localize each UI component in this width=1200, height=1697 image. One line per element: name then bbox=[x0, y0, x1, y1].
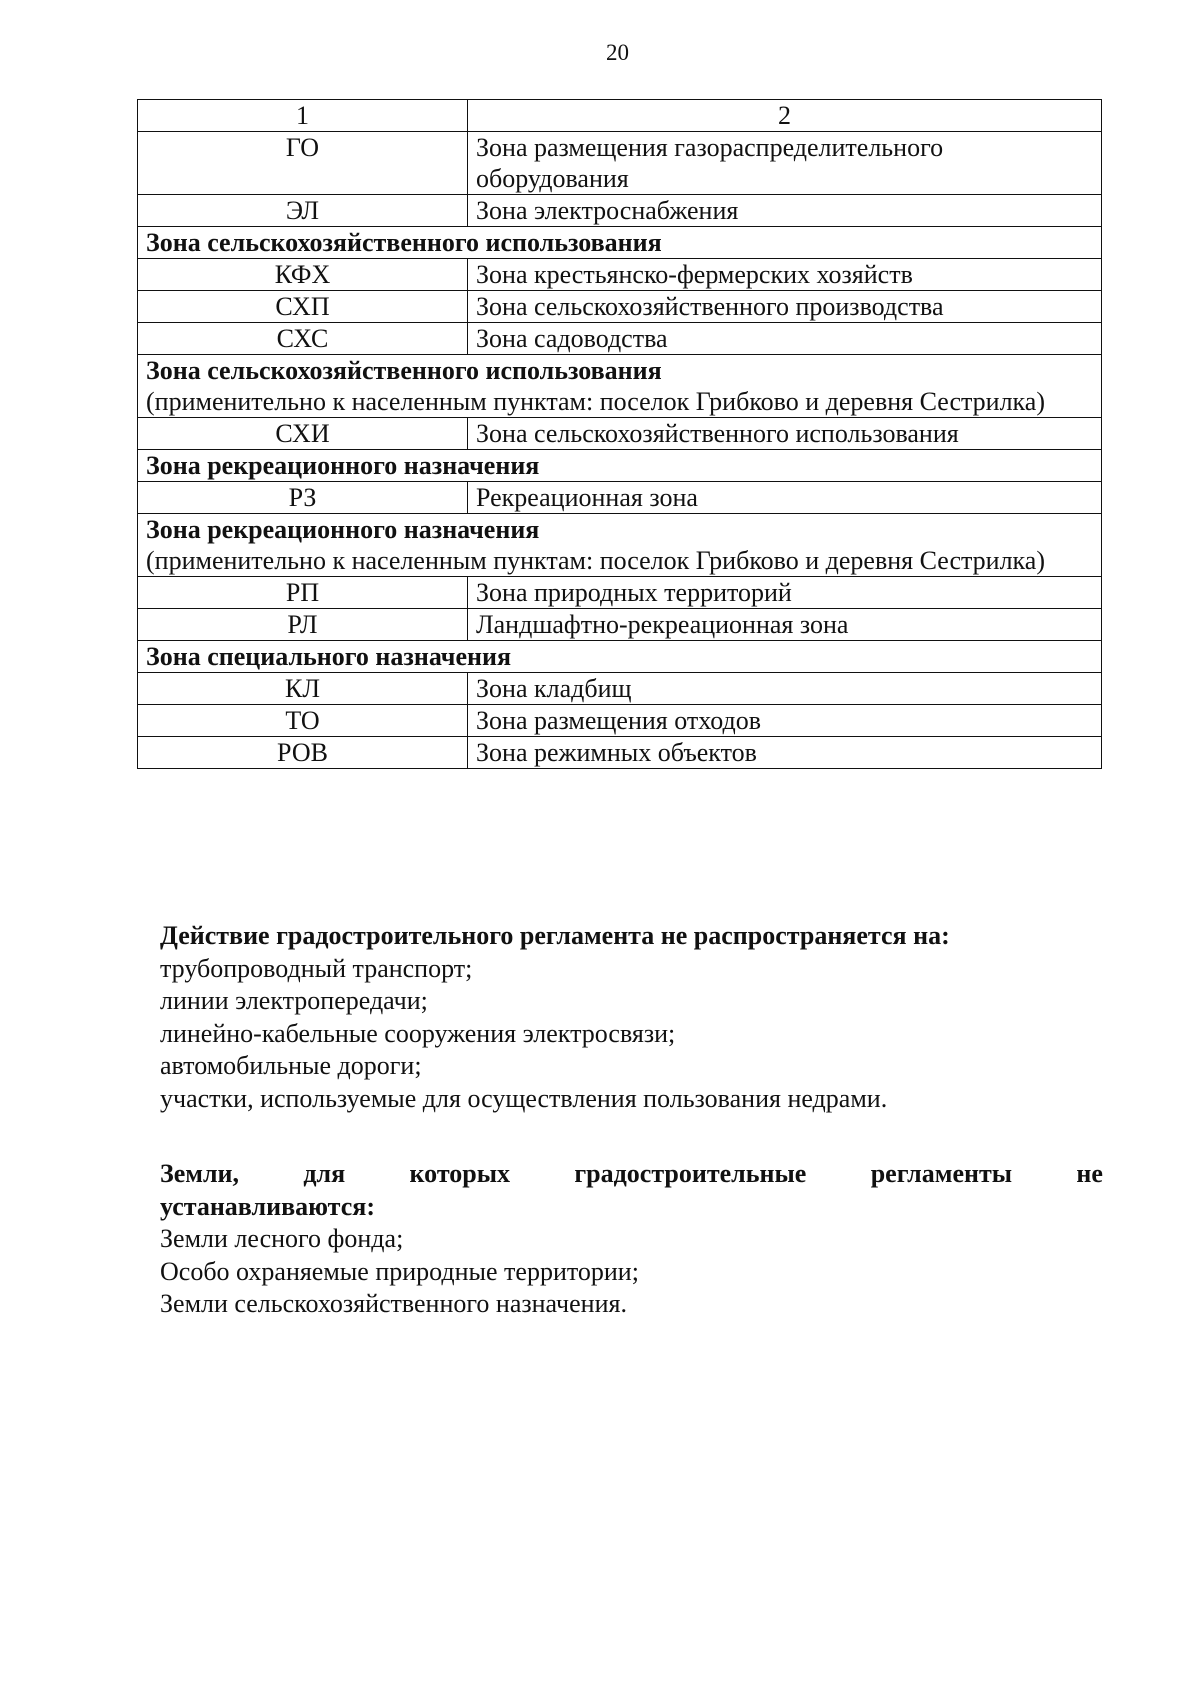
column-header-2: 2 bbox=[468, 100, 1102, 132]
zone-code: КФХ bbox=[138, 259, 468, 291]
zone-code: СХИ bbox=[138, 418, 468, 450]
lands-heading-word: которых bbox=[409, 1159, 511, 1188]
section-cell bbox=[138, 227, 1102, 259]
section-row bbox=[138, 355, 1102, 418]
lands-section bbox=[160, 1158, 1103, 1321]
zones-table bbox=[137, 99, 1102, 769]
table-row bbox=[138, 482, 1102, 514]
page-number: 20 bbox=[606, 40, 629, 65]
section-cell bbox=[138, 514, 1102, 577]
section-title: Зона рекреационного назначения bbox=[146, 515, 540, 544]
table-row bbox=[138, 705, 1102, 737]
section-title: Зона рекреационного назначения bbox=[146, 451, 540, 480]
table-row bbox=[138, 609, 1102, 641]
column-header-1: 1 bbox=[138, 100, 468, 132]
section-title: Зона специального назначения bbox=[146, 642, 512, 671]
exclusions-item: участки, используемые для осуществления пользования недрами. bbox=[160, 1083, 888, 1113]
section-subtitle: (применительно к населенным пунктам: поселок Грибково и деревня Сестрилка) bbox=[146, 546, 1045, 575]
table-row bbox=[138, 195, 1102, 227]
section-title: Зона сельскохозяйственного использования bbox=[146, 228, 662, 257]
lands-heading-word: Земли, bbox=[160, 1159, 240, 1188]
zone-name: Рекреационная зона bbox=[468, 482, 1102, 514]
lands-heading-word: градостроительные bbox=[574, 1159, 807, 1188]
section-row bbox=[138, 641, 1102, 673]
table-header-row bbox=[138, 100, 1102, 132]
zone-name: Зона сельскохозяйственного производства bbox=[468, 291, 1102, 323]
zone-name: Зона сельскохозяйственного использования bbox=[468, 418, 1102, 450]
exclusions-item: автомобильные дороги; bbox=[160, 1051, 422, 1080]
table-row bbox=[138, 323, 1102, 355]
lands-heading-word: не bbox=[1076, 1159, 1103, 1188]
lands-heading bbox=[160, 1158, 1103, 1191]
zone-code: СХС bbox=[138, 323, 468, 355]
section-cell bbox=[138, 450, 1102, 482]
lands-item: Земли лесного фонда; bbox=[160, 1224, 404, 1253]
zone-name: Зона режимных объектов bbox=[468, 737, 1102, 769]
zone-name: Зона электроснабжения bbox=[468, 195, 1102, 227]
zone-code: ЭЛ bbox=[138, 195, 468, 227]
table-row bbox=[138, 259, 1102, 291]
zone-name: Зона размещения отходов bbox=[468, 705, 1102, 737]
lands-heading-tail: устанавливаются: bbox=[160, 1191, 375, 1221]
zone-name: Зона размещения газораспределительного оборудования bbox=[468, 132, 1102, 195]
zone-code: СХП bbox=[138, 291, 468, 323]
lands-heading-word: регламенты bbox=[870, 1159, 1013, 1188]
zone-name: Ландшафтно-рекреационная зона bbox=[468, 609, 1102, 641]
zone-code: РП bbox=[138, 577, 468, 609]
zone-code: ТО bbox=[138, 705, 468, 737]
section-title: Зона сельскохозяйственного использования bbox=[146, 356, 662, 385]
lands-item: Особо охраняемые природные территории; bbox=[160, 1256, 639, 1286]
exclusions-item: трубопроводный транспорт; bbox=[160, 953, 473, 983]
exclusions-item: линейно-кабельные сооружения электросвязи; bbox=[160, 1018, 676, 1048]
exclusions-section bbox=[160, 920, 1103, 1115]
zone-name: Зона крестьянско-фермерских хозяйств bbox=[468, 259, 1102, 291]
section-row bbox=[138, 450, 1102, 482]
section-row bbox=[138, 514, 1102, 577]
table-row bbox=[138, 673, 1102, 705]
zone-code: КЛ bbox=[138, 673, 468, 705]
zone-name: Зона природных территорий bbox=[468, 577, 1102, 609]
table-row bbox=[138, 291, 1102, 323]
zone-name: Зона садоводства bbox=[468, 323, 1102, 355]
table-row bbox=[138, 737, 1102, 769]
table-row bbox=[138, 577, 1102, 609]
zone-code: РЗ bbox=[138, 482, 468, 514]
exclusions-heading: Действие градостроительного регламента не распространяется на: bbox=[160, 921, 950, 950]
lands-heading-word: для bbox=[303, 1159, 346, 1188]
lands-item: Земли сельскохозяйственного назначения. bbox=[160, 1289, 627, 1318]
zones-table-body bbox=[138, 100, 1102, 769]
zone-code: РЛ bbox=[138, 609, 468, 641]
zone-code: РОВ bbox=[138, 737, 468, 769]
zone-name: Зона кладбищ bbox=[468, 673, 1102, 705]
section-subtitle: (применительно к населенным пунктам: поселок Грибково и деревня Сестрилка) bbox=[146, 387, 1045, 416]
zone-code: ГО bbox=[138, 132, 468, 195]
section-row bbox=[138, 227, 1102, 259]
section-cell bbox=[138, 355, 1102, 418]
exclusions-item: линии электропередачи; bbox=[160, 986, 428, 1015]
table-row bbox=[138, 132, 1102, 195]
table-row bbox=[138, 418, 1102, 450]
section-cell bbox=[138, 641, 1102, 673]
